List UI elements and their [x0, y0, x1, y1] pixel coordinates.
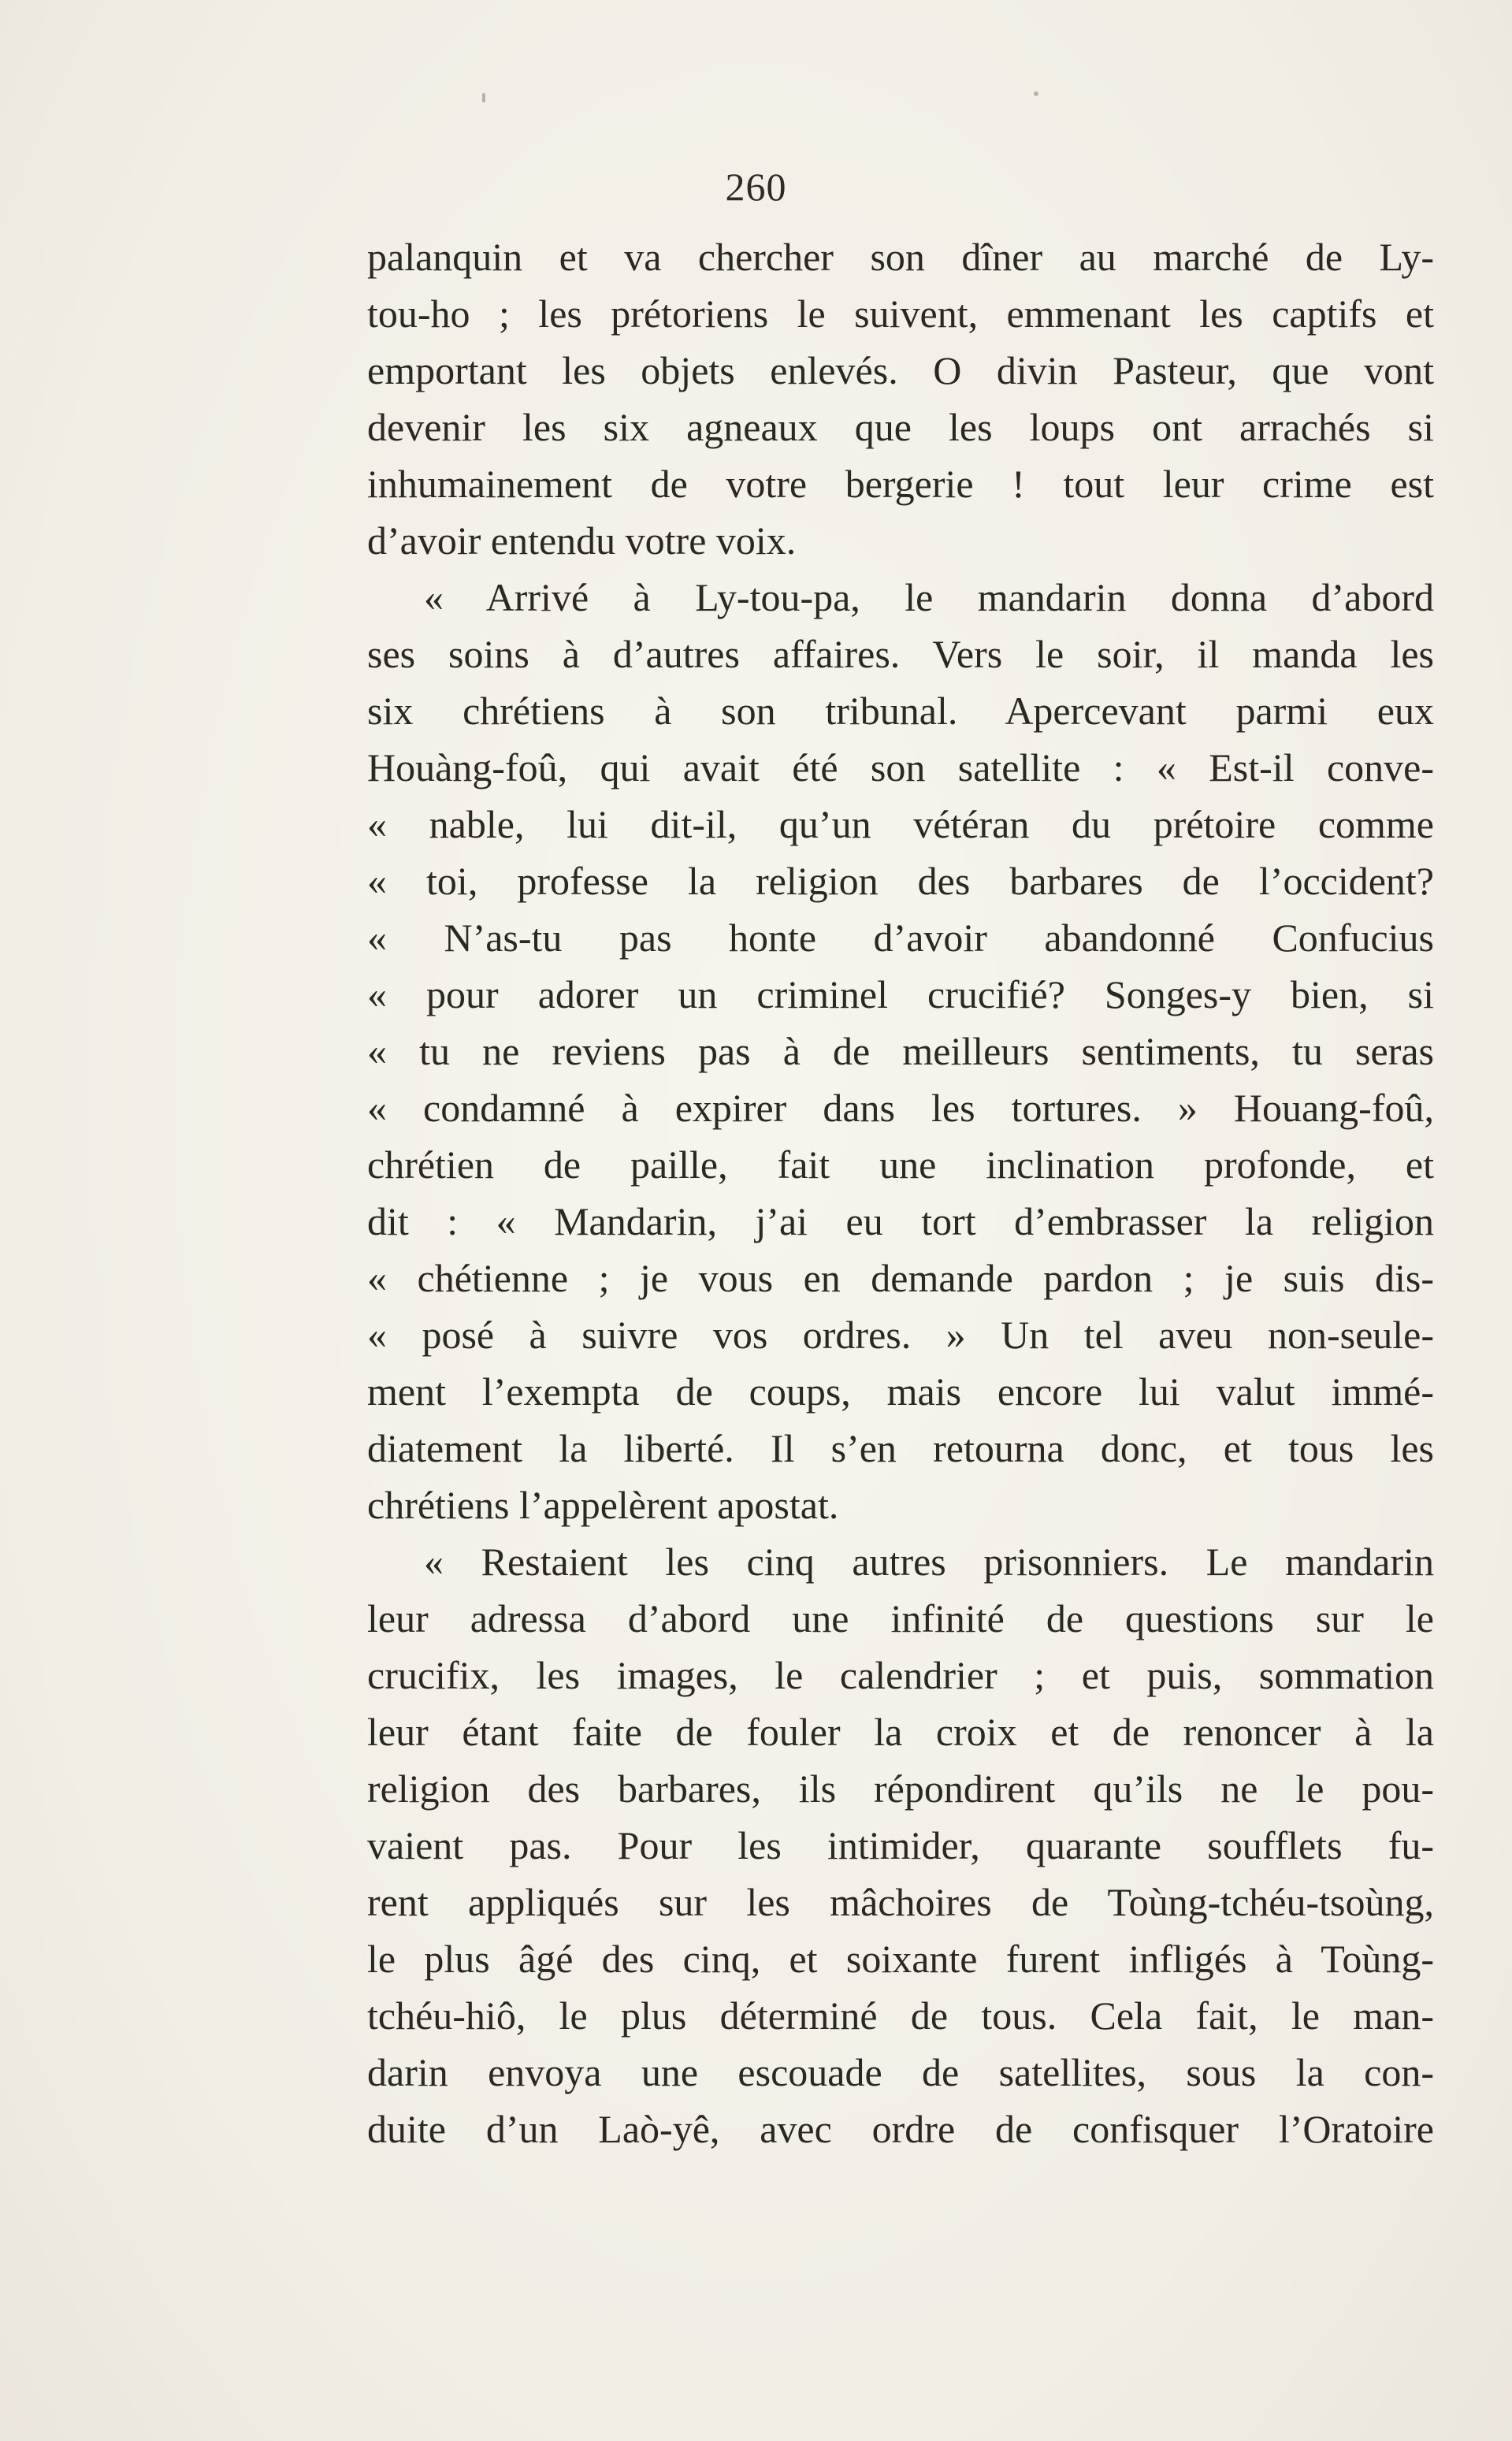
- text-line: rent appliqués sur les mâchoires de Toùng-tchéu-tsoùng,: [367, 1880, 1434, 1924]
- text-line: « Restaient les cinq autres prisonniers. Le mandarin: [424, 1540, 1434, 1584]
- text-line: vaient pas. Pour les intimider, quarante soufflets fu-: [367, 1823, 1434, 1867]
- text-line: tchéu-hiô, le plus déterminé de tous. Cela fait, le man-: [367, 1993, 1434, 2038]
- text-line: « N’as-tu pas honte d’avoir abandonné Confucius: [367, 916, 1434, 960]
- text-line: Houàng-foû, qui avait été son satellite : « Est-il conve-: [367, 745, 1434, 790]
- text-line: emportant les objets enlevés. O divin Pasteur, que vont: [367, 348, 1434, 392]
- text-line: « toi, professe la religion des barbares de l’occident?: [367, 859, 1434, 903]
- text-line: leur étant faite de fouler la croix et de renoncer à la: [367, 1710, 1434, 1754]
- text-line: « nable, lui dit-il, qu’un vétéran du prétoire comme: [367, 802, 1434, 846]
- text-line: diatement la liberté. Il s’en retourna donc, et tous les: [367, 1426, 1434, 1470]
- text-line: duite d’un Laò-yê, avec ordre de confisquer l’Oratoire: [367, 2107, 1434, 2151]
- text-line: crucifix, les images, le calendrier ; et puis, sommation: [367, 1653, 1434, 1697]
- text-line: darin envoya une escouade de satellites, sous la con-: [367, 2050, 1434, 2094]
- text-line: d’avoir entendu votre voix.: [367, 518, 797, 563]
- text-line: « chétienne ; je vous en demande pardon ; je suis dis-: [367, 1256, 1434, 1300]
- text-line: devenir les six agneaux que les loups ont arrachés si: [367, 405, 1434, 449]
- body-text: [367, 228, 1434, 2157]
- text-line: ment l’exempta de coups, mais encore lui valut immé-: [367, 1369, 1434, 1414]
- text-line: « pour adorer un criminel crucifié? Songes-y bien, si: [367, 972, 1434, 1016]
- text-line: inhumainement de votre bergerie ! tout leur crime est: [367, 462, 1434, 506]
- text-line: religion des barbares, ils répondirent qu’ils ne le pou-: [367, 1767, 1434, 1811]
- ink-speck: [482, 93, 485, 102]
- page-number: 260: [725, 165, 787, 209]
- ink-speck: [1034, 91, 1038, 96]
- text-line: « posé à suivre vos ordres. » Un tel aveu non-seule-: [367, 1313, 1434, 1357]
- text-line: « condamné à expirer dans les tortures. » Houang-foû,: [367, 1086, 1434, 1130]
- text-line: « tu ne reviens pas à de meilleurs sentiments, tu seras: [367, 1029, 1434, 1073]
- text-line: tou-ho ; les prétoriens le suivent, emmenant les captifs et: [367, 292, 1434, 336]
- text-line: chrétien de paille, fait une inclination profonde, et: [367, 1142, 1434, 1187]
- text-line: six chrétiens à son tribunal. Apercevant parmi eux: [367, 689, 1434, 733]
- text-line: chrétiens l’appelèrent apostat.: [367, 1483, 839, 1527]
- text-line: dit : « Mandarin, j’ai eu tort d’embrasser la religion: [367, 1199, 1434, 1243]
- text-line: « Arrivé à Ly-tou-pa, le mandarin donna d’abord: [424, 575, 1434, 619]
- text-line: le plus âgé des cinq, et soixante furent infligés à Toùng-: [367, 1937, 1434, 1981]
- text-line: leur adressa d’abord une infinité de questions sur le: [367, 1596, 1434, 1640]
- text-line: ses soins à d’autres affaires. Vers le soir, il manda les: [367, 632, 1434, 676]
- text-line: palanquin et va chercher son dîner au marché de Ly-: [367, 235, 1434, 279]
